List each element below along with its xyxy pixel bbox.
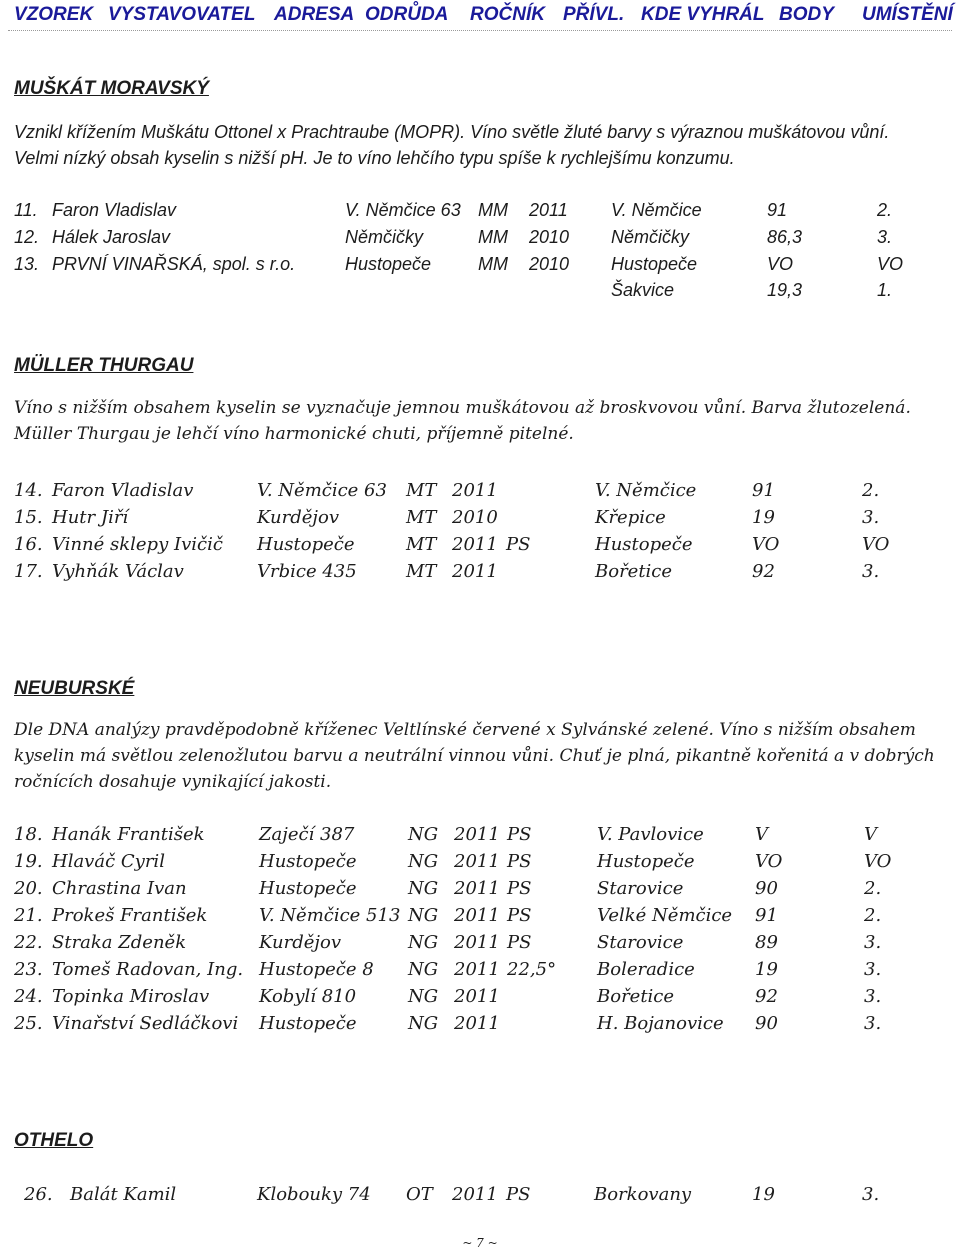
placement: 2. [877,200,893,220]
exhibitor: Hutr Jiří [52,507,129,528]
exhibitor: Topinka Miroslav [52,986,210,1007]
where-won: Starovice [597,878,684,899]
variety: NG [408,851,439,872]
placement: VO [862,534,890,555]
address: Hustopeče [259,851,357,872]
where-won: Hustopeče [595,534,693,555]
points: 90 [755,1013,778,1034]
section-description: Víno s nižším obsahem kyselin se vyznačuje jemnou muškátovou až broskvovou vůní. Barva žlutozelená. [14,398,911,418]
row-number: 22. [14,932,43,953]
points: 90 [755,878,778,899]
variety: MT [406,480,437,501]
row-number: 24. [14,986,43,1007]
section-title-muskat-moravsky: MUŠKÁT MORAVSKÝ [14,78,209,99]
vintage: 2011 [454,959,500,980]
attribute: PS [506,534,531,555]
address: Klobouky 74 [257,1184,371,1205]
vintage: 2011 [454,878,500,899]
points: VO [767,254,794,274]
points: 19 [752,1184,775,1205]
vintage: 2011 [454,1013,500,1034]
placement: V [864,824,877,845]
attribute: PS [507,878,532,899]
vintage: 2011 [454,851,500,872]
where-won: Bořetice [597,986,675,1007]
vintage: 2011 [452,561,498,582]
where-won: Boleradice [597,959,695,980]
points: 91 [752,480,775,501]
header-attribute: PŘÍVL. [563,4,625,25]
variety: NG [408,824,439,845]
vintage: 2011 [454,824,500,845]
address: Hustopeče 8 [259,959,374,980]
where-won: Hustopeče [611,254,698,274]
points: VO [755,851,783,872]
row-number: 14. [14,480,43,501]
variety: MT [406,561,437,582]
header-exhibitor: VYSTAVOVATEL [108,4,256,25]
exhibitor: Chrastina Ivan [52,878,187,899]
variety: MM [478,227,508,247]
exhibitor: Tomeš Radovan, Ing. [52,959,244,980]
vintage: 2010 [529,227,570,247]
exhibitor: Vinařství Sedláčkovi [52,1013,239,1034]
section-description: kyselin má světlou zelenožlutou barvu a neutrální vinnou vůni. Chuť je plná, pikantně kořenitá a v dobrých [14,746,935,766]
variety: MM [478,254,508,274]
exhibitor: Balát Kamil [70,1184,177,1205]
placement: 3. [864,932,882,953]
where-won: Starovice [597,932,684,953]
variety: NG [408,959,439,980]
row-number: 13. [14,254,40,274]
variety: OT [406,1184,433,1205]
section-description: Vznikl křížením Muškátu Ottonel x Prachtraube (MOPR). Víno světle žluté barvy s výraznou muškátovou vůní. [14,122,890,142]
attribute: PS [506,1184,531,1205]
vintage: 2011 [454,905,500,926]
exhibitor: Faron Vladislav [52,480,194,501]
header-vintage: ROČNÍK [470,4,545,25]
attribute: 22,5° [507,959,557,980]
row-number: 11. [14,200,38,220]
where-won: Velké Němčice [597,905,733,926]
variety: NG [408,986,439,1007]
header-address: ADRESA [274,4,355,25]
address: Hustopeče [259,878,357,899]
placement: 2. [862,480,880,501]
points: 86,3 [767,227,803,247]
row-number: 25. [14,1013,43,1034]
vintage: 2011 [452,534,498,555]
exhibitor: Hálek Jaroslav [52,227,171,247]
row-number: 16. [14,534,43,555]
section-title-muller-thurgau: MÜLLER THURGAU [14,355,194,376]
placement: 3. [864,1013,882,1034]
where-won: Křepice [595,507,666,528]
row-number: 20. [14,878,43,899]
where-won: V. Němčice [611,200,702,220]
vintage: 2010 [452,507,498,528]
exhibitor: Faron Vladislav [52,200,177,220]
address: Kurdějov [257,507,340,528]
points: 92 [752,561,775,582]
vintage: 2010 [529,254,570,274]
attribute: PS [507,824,532,845]
row-number: 21. [14,905,43,926]
vintage: 2011 [529,200,568,220]
points: V [755,824,768,845]
address: Vrbice 435 [257,561,357,582]
row-number: 17. [14,561,43,582]
exhibitor: Vinné sklepy Ivičič [52,534,223,555]
points: 91 [755,905,778,926]
section-description: ročnících dosahuje vynikající jakosti. [14,772,332,792]
attribute: PS [507,851,532,872]
section-title-neuburske: NEUBURSKÉ [14,678,135,699]
attribute: PS [507,932,532,953]
placement: 3. [862,507,880,528]
exhibitor: Vyhňák Václav [52,561,184,582]
header-sample: VZOREK [14,4,94,25]
exhibitor: Hanák František [52,824,205,845]
variety: NG [408,932,439,953]
points: 92 [755,986,778,1007]
placement: 3. [862,561,880,582]
points: 19 [752,507,775,528]
address: Hustopeče [257,534,355,555]
section-description: Müller Thurgau je lehčí víno harmonické chuti, příjemně pitelné. [14,424,574,444]
row-number: 26. [24,1184,53,1205]
placement: VO [864,851,892,872]
address: Zaječí 387 [259,824,355,845]
address: Kobylí 810 [259,986,357,1007]
where-won: Hustopeče [597,851,695,872]
section-title-othelo: OTHELO [14,1130,94,1151]
placement: 3. [864,959,882,980]
where-won: Bořetice [595,561,673,582]
where-won: V. Němčice [595,480,697,501]
points: 19,3 [767,280,803,300]
exhibitor: Hlaváč Cyril [52,851,165,872]
vintage: 2011 [454,986,500,1007]
address: V. Němčice 63 [345,200,461,220]
variety: NG [408,1013,439,1034]
vintage: 2011 [454,932,500,953]
where-won: Němčičky [611,227,690,247]
points: 89 [755,932,778,953]
variety: MM [478,200,508,220]
page-number: ~ 7 ~ [462,1236,498,1250]
section-description: Dle DNA analýzy pravděpodobně kříženec Veltlínské červené x Sylvánské zelené. Víno s nižším obsahem [14,720,916,740]
address: V. Němčice 513 [259,905,401,926]
header-where-won: KDE VYHRÁL [641,4,765,25]
variety: NG [408,905,439,926]
attribute: PS [507,905,532,926]
vintage: 2011 [452,480,498,501]
placement: 3. [862,1184,880,1205]
exhibitor: Straka Zdeněk [52,932,187,953]
placement: 2. [864,905,882,926]
header-variety: ODRŮDA [365,4,449,25]
points: 19 [755,959,778,980]
row-number: 19. [14,851,43,872]
row-number: 23. [14,959,43,980]
address: Hustopeče [345,254,432,274]
header-points: BODY [779,4,834,25]
address: Hustopeče [259,1013,357,1034]
points: 91 [767,200,788,220]
placement: 3. [877,227,893,247]
table-header [0,0,960,30]
placement: VO [877,254,904,274]
placement: 1. [877,280,893,300]
section-description: Velmi nízký obsah kyselin s nižší pH. Je to víno lehčího typu spíše k rychlejšímu konzumu. [14,148,735,168]
vintage: 2011 [452,1184,498,1205]
header-divider [8,30,952,31]
address: Němčičky [345,227,424,247]
row-number: 12. [14,227,40,247]
exhibitor: PRVNÍ VINAŘSKÁ, spol. s r.o. [52,254,296,274]
address: V. Němčice 63 [257,480,387,501]
where-won: Borkovany [594,1184,692,1205]
variety: NG [408,878,439,899]
variety: MT [406,534,437,555]
address: Kurdějov [259,932,342,953]
row-number: 18. [14,824,43,845]
row-number: 15. [14,507,43,528]
where-won: H. Bojanovice [597,1013,724,1034]
where-won: Šakvice [611,280,675,300]
header-placement: UMÍSTĚNÍ [862,4,953,25]
placement: 3. [864,986,882,1007]
variety: MT [406,507,437,528]
placement: 2. [864,878,882,899]
exhibitor: Prokeš František [52,905,208,926]
points: VO [752,534,780,555]
where-won: V. Pavlovice [597,824,704,845]
